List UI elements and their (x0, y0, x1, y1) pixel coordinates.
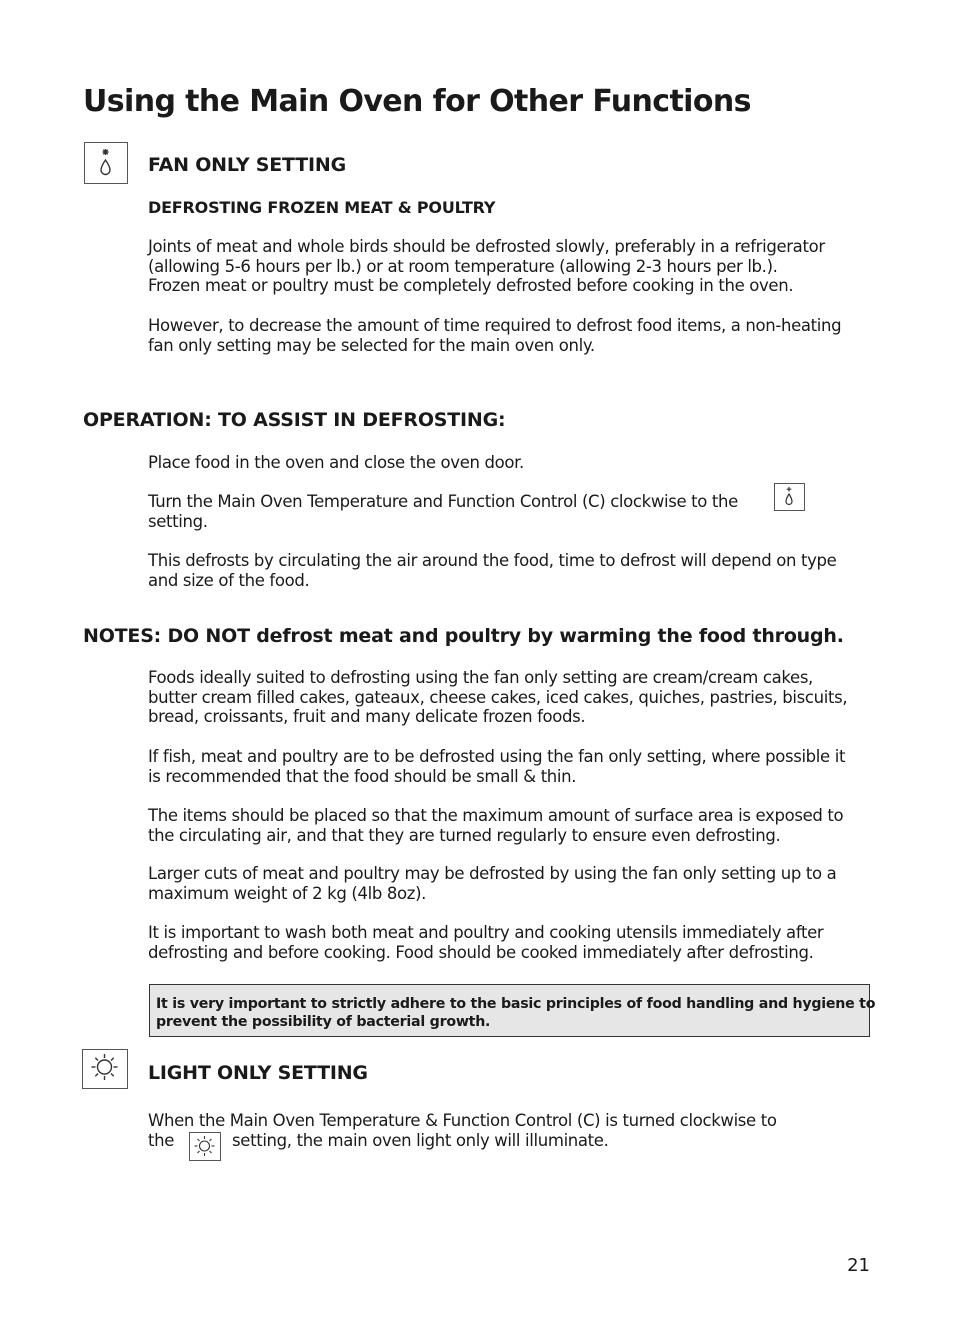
fan-only-paragraph-1 (148, 237, 863, 296)
notes-paragraph-1 (148, 668, 863, 727)
text-line: Turn the Main Oven Temperature and Function Control (C) clockwise to the (148, 492, 738, 511)
text-line: If fish, meat and poultry are to be defrosted using the fan only setting, where possible it (148, 747, 846, 766)
operation-paragraph-3 (148, 551, 863, 590)
text-line: bread, croissants, fruit and many delicate frozen foods. (148, 707, 586, 727)
hygiene-warning-box (149, 984, 876, 1037)
oven-light-icon (189, 1132, 221, 1161)
text-line: is recommended that the food should be small & thin. (148, 766, 577, 786)
notes-paragraph-4 (148, 864, 863, 903)
text-line: Joints of meat and whole birds should be defrosted slowly, preferably in a refrigerator (148, 237, 825, 256)
text-line: (allowing 5-6 hours per lb.) or at room temperature (allowing 2-3 hours per lb.). (148, 256, 778, 276)
text-line: This defrosts by circulating the air around the food, time to defrost will depend on type (148, 551, 837, 570)
text-line: However, to decrease the amount of time required to defrost food items, a non-heating (148, 316, 842, 335)
operation-paragraph-2 (148, 492, 863, 531)
defrosting-subheading: DEFROSTING FROZEN MEAT & POULTRY (148, 198, 496, 217)
text-line: When the Main Oven Temperature & Function Control (C) is turned clockwise to (148, 1111, 777, 1130)
text-line (148, 1131, 863, 1151)
text-line: and size of the food. (148, 570, 310, 590)
text-line: Frozen meat or poultry must be completely defrosted before cooking in the oven. (148, 276, 794, 296)
text-line: It is important to wash both meat and poultry and cooking utensils immediately after (148, 923, 824, 942)
text-line: the circulating air, and that they are turned regularly to ensure even defrosting. (148, 825, 781, 845)
text-line: butter cream filled cakes, gateaux, cheese cakes, iced cakes, quiches, pastries, biscuits, (148, 687, 848, 707)
text-fragment: the (148, 1130, 175, 1150)
operation-paragraph-1 (148, 453, 863, 473)
text-line: The items should be placed so that the maximum amount of surface area is exposed to (148, 806, 844, 825)
text-line: Place food in the oven and close the oven door. (148, 453, 524, 472)
text-line: Foods ideally suited to defrosting using the fan only setting are cream/cream cakes, (148, 668, 813, 687)
notes-paragraph-2 (148, 747, 863, 786)
fan-only-paragraph-2 (148, 316, 863, 355)
notes-paragraph-3 (148, 806, 863, 845)
warning-text-line: It is very important to strictly adhere to the basic principles of food handling and hygiene to (156, 996, 876, 1012)
text-line: maximum weight of 2 kg (4lb 8oz). (148, 883, 427, 903)
fan-defrost-icon (84, 142, 128, 184)
oven-light-icon (82, 1049, 128, 1089)
page-number: 21 (847, 1255, 870, 1276)
light-only-heading: LIGHT ONLY SETTING (148, 1062, 368, 1084)
notes-paragraph-5 (148, 923, 863, 962)
text-line: fan only setting may be selected for the main oven only. (148, 335, 595, 355)
page-title: Using the Main Oven for Other Functions (83, 84, 751, 119)
notes-heading: NOTES: DO NOT defrost meat and poultry by warming the food through. (83, 625, 844, 647)
text-line: Larger cuts of meat and poultry may be defrosted by using the fan only setting up to a (148, 864, 837, 883)
warning-text-line: prevent the possibility of bacterial growth. (156, 1014, 491, 1030)
operation-heading: OPERATION: TO ASSIST IN DEFROSTING: (83, 409, 506, 431)
light-only-paragraph (148, 1111, 863, 1150)
text-line: setting. (148, 511, 208, 531)
text-line: defrosting and before cooking. Food should be cooked immediately after defrosting. (148, 942, 814, 962)
text-fragment: setting, the main oven light only will illuminate. (232, 1130, 609, 1150)
fan-only-heading: FAN ONLY SETTING (148, 154, 346, 176)
fan-defrost-icon (774, 483, 805, 511)
